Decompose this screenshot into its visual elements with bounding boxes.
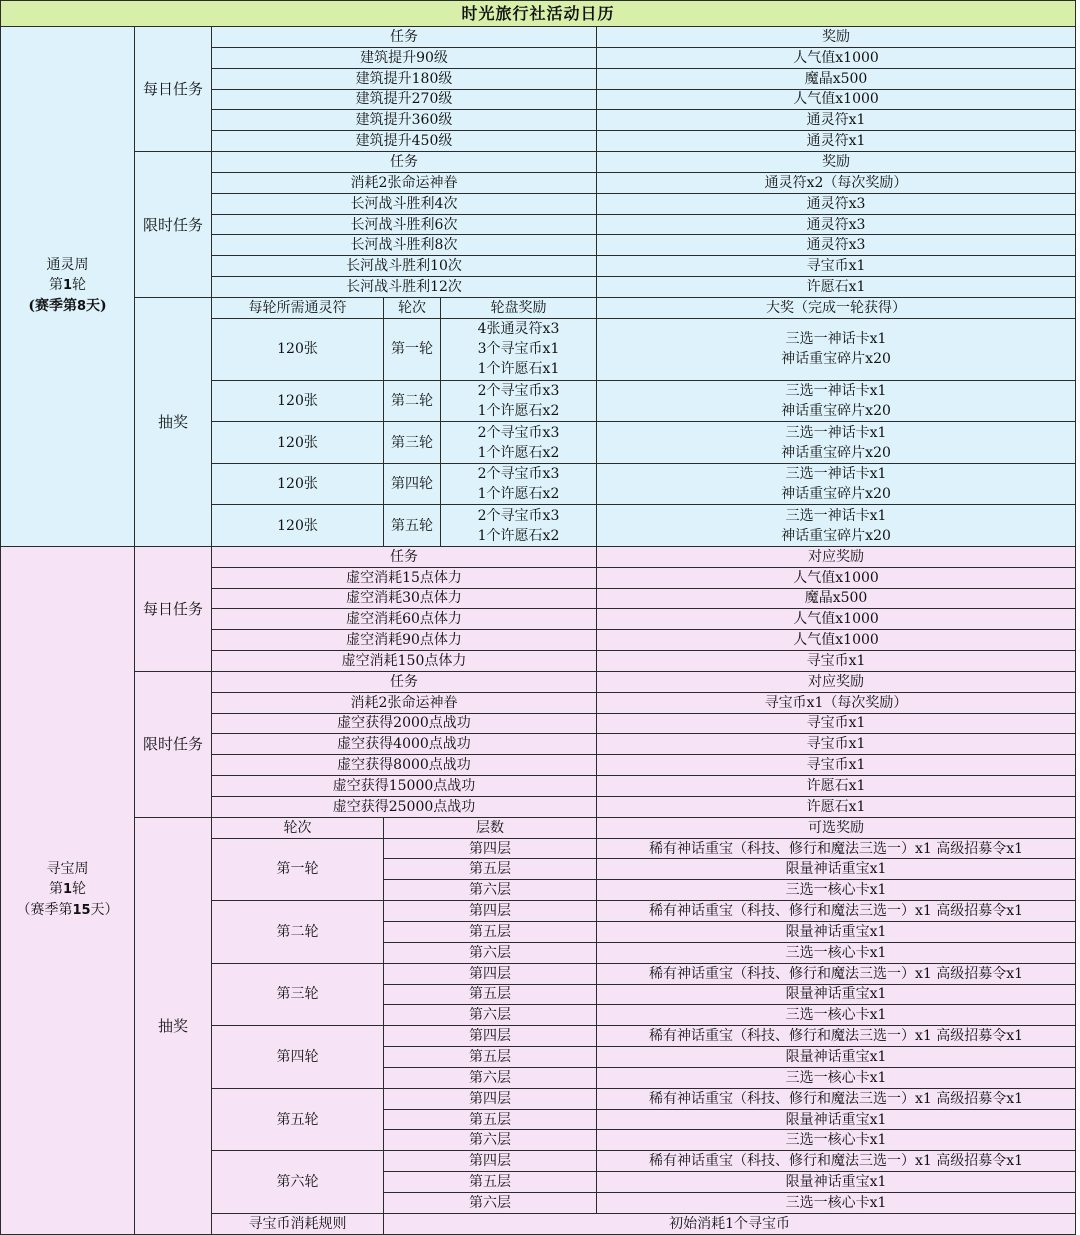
column-header: 对应奖励 [597,671,1076,692]
wheel-reward: 2个寻宝币x3 [477,507,560,524]
table-row [1,27,1076,48]
reward-cell: 魔晶x500 [597,68,1076,89]
grand-prize: 神话重宝碎片x20 [781,444,891,461]
round-cell: 第一轮 [212,838,384,901]
cost-cell: 120张 [212,318,384,380]
floor-cell: 第六层 [384,1130,597,1151]
floor-cell: 第六层 [384,942,597,963]
grand-prize-cell [597,422,1076,464]
wheel-reward: 4张通灵符x3 [477,321,560,338]
floor-cell: 第五层 [384,984,597,1005]
reward-cell: 寻宝币x1 [597,755,1076,776]
table-row [1,671,1076,692]
reward-cell: 通灵符x3 [597,235,1076,256]
grand-prize: 神话重宝碎片x20 [781,527,891,544]
prize-cell: 稀有神话重宝（科技、修行和魔法三选一）x1 高级招募令x1 [597,901,1076,922]
week-season-season-close: 天) [86,298,107,315]
section-label: 抽奖 [135,297,212,546]
cost-cell: 120张 [212,422,384,464]
grand-prize: 神话重宝碎片x20 [781,403,891,420]
cost-cell: 120张 [212,380,384,422]
task-cell: 长河战斗胜利8次 [212,235,597,256]
prize-cell: 三选一核心卡x1 [597,942,1076,963]
column-header: 任务 [212,671,597,692]
rule-label: 寻宝币消耗规则 [212,1213,384,1234]
task-cell: 虚空获得4000点战功 [212,734,597,755]
wheel-rewards-cell [441,422,597,464]
task-cell: 虚空获得15000点战功 [212,776,597,797]
grand-prize-cell [597,318,1076,380]
week-season-season-close: 天） [90,902,119,919]
prize-cell: 稀有神话重宝（科技、修行和魔法三选一）x1 高级招募令x1 [597,1026,1076,1047]
week-round-round-num: 1 [62,278,73,294]
grand-prize: 三选一神话卡x1 [785,331,887,348]
grand-prize: 三选一神话卡x1 [785,507,887,524]
table-row [1,546,1076,567]
reward-cell: 人气值x1000 [597,47,1076,68]
task-cell: 消耗2张命运神眷 [212,172,597,193]
task-cell: 消耗2张命运神眷 [212,692,597,713]
prize-cell: 三选一核心卡x1 [597,880,1076,901]
floor-cell: 第五层 [384,859,597,880]
task-cell: 虚空消耗60点体力 [212,609,597,630]
section-label: 抽奖 [135,817,212,1234]
floor-cell: 第四层 [384,1088,597,1109]
task-cell: 建筑提升180级 [212,68,597,89]
column-header: 奖励 [597,152,1076,173]
reward-cell: 寻宝币x1（每次奖励） [597,692,1076,713]
column-header: 大奖（完成一轮获得） [597,297,1076,318]
reward-cell: 通灵符x1 [597,131,1076,152]
column-header: 任务 [212,27,597,48]
prize-cell: 限量神话重宝x1 [597,1047,1076,1068]
task-cell: 长河战斗胜利12次 [212,277,597,298]
grand-prize: 三选一神话卡x1 [785,424,887,441]
task-cell: 长河战斗胜利10次 [212,256,597,277]
week-season-season-day: 15 [72,903,91,919]
week-name: 寻宝周 [46,861,89,878]
round-cell: 第六轮 [212,1151,384,1214]
reward-cell: 通灵符x2（每次奖励） [597,172,1076,193]
round-cell: 第五轮 [384,505,441,547]
reward-cell: 魔晶x500 [597,588,1076,609]
task-cell: 虚空获得2000点战功 [212,713,597,734]
week-round [1,275,134,296]
reward-cell: 寻宝币x1 [597,734,1076,755]
prize-cell: 稀有神话重宝（科技、修行和魔法三选一）x1 高级招募令x1 [597,838,1076,859]
round-cell: 第五轮 [212,1088,384,1151]
wheel-reward: 2个寻宝币x3 [477,424,560,441]
column-header: 层数 [384,817,597,838]
task-cell: 虚空消耗15点体力 [212,567,597,588]
week-round-round-num: 1 [62,882,73,898]
table-row [1,297,1076,318]
reward-cell: 人气值x1000 [597,609,1076,630]
round-cell: 第一轮 [384,318,441,380]
column-header: 奖励 [597,27,1076,48]
reward-cell: 通灵符x3 [597,193,1076,214]
week-season-season-open: (赛季第 [28,298,77,315]
grand-prize-cell [597,463,1076,505]
task-cell: 虚空消耗150点体力 [212,651,597,672]
floor-cell: 第五层 [384,1047,597,1068]
prize-cell: 三选一核心卡x1 [597,1192,1076,1213]
week-name: 通灵周 [46,257,89,274]
table-row [1,817,1076,838]
title-row [1,1,1076,27]
round-cell: 第二轮 [384,380,441,422]
wheel-reward: 2个寻宝币x3 [477,383,560,400]
cost-cell: 120张 [212,463,384,505]
reward-cell: 通灵符x1 [597,110,1076,131]
reward-cell: 人气值x1000 [597,630,1076,651]
task-cell: 建筑提升450级 [212,131,597,152]
column-header: 轮次 [212,817,384,838]
column-header: 轮次 [384,297,441,318]
round-cell: 第四轮 [384,463,441,505]
prize-cell: 限量神话重宝x1 [597,984,1076,1005]
cost-cell: 120张 [212,505,384,547]
wheel-reward: 1个许愿石x2 [477,444,560,461]
prize-cell: 三选一核心卡x1 [597,1005,1076,1026]
wheel-rewards-cell [441,505,597,547]
task-cell: 虚空消耗90点体力 [212,630,597,651]
section-label: 限时任务 [135,671,212,817]
grand-prize: 神话重宝碎片x20 [781,486,891,503]
prize-cell: 稀有神话重宝（科技、修行和魔法三选一）x1 高级招募令x1 [597,963,1076,984]
rule-text: 初始消耗1个寻宝币 [384,1213,1076,1234]
prize-cell: 限量神话重宝x1 [597,922,1076,943]
floor-cell: 第六层 [384,1005,597,1026]
wheel-reward: 2个寻宝币x3 [477,466,560,483]
prize-cell: 稀有神话重宝（科技、修行和魔法三选一）x1 高级招募令x1 [597,1088,1076,1109]
floor-cell: 第六层 [384,1067,597,1088]
round-cell: 第二轮 [212,901,384,964]
column-header: 可选奖励 [597,817,1076,838]
reward-cell: 许愿石x1 [597,776,1076,797]
floor-cell: 第五层 [384,1109,597,1130]
reward-cell: 寻宝币x1 [597,713,1076,734]
floor-cell: 第六层 [384,880,597,901]
floor-cell: 第四层 [384,1026,597,1047]
grand-prize: 三选一神话卡x1 [785,383,887,400]
column-header: 任务 [212,152,597,173]
prize-cell: 限量神话重宝x1 [597,1109,1076,1130]
wheel-reward: 1个许愿石x1 [477,361,560,378]
task-cell: 建筑提升360级 [212,110,597,131]
reward-cell: 寻宝币x1 [597,256,1076,277]
reward-cell: 寻宝币x1 [597,651,1076,672]
floor-cell: 第四层 [384,838,597,859]
wheel-rewards-cell [441,318,597,380]
week-round-round-suffix: 轮 [72,881,87,898]
page-title: 时光旅行社活动日历 [1,1,1076,27]
reward-cell: 许愿石x1 [597,796,1076,817]
wheel-rewards-cell [441,380,597,422]
prize-cell: 稀有神话重宝（科技、修行和魔法三选一）x1 高级招募令x1 [597,1151,1076,1172]
grand-prize: 神话重宝碎片x20 [781,351,891,368]
grand-prize-cell [597,505,1076,547]
round-cell: 第三轮 [212,963,384,1026]
task-cell: 虚空获得8000点战功 [212,755,597,776]
week-season [1,900,134,921]
prize-cell: 限量神话重宝x1 [597,1172,1076,1193]
week-round-round-suffix: 轮 [72,277,87,294]
task-cell: 虚空消耗30点体力 [212,588,597,609]
floor-cell: 第四层 [384,1151,597,1172]
wheel-reward: 3个寻宝币x1 [477,341,560,358]
table-row [1,152,1076,173]
column-header: 任务 [212,546,597,567]
floor-cell: 第五层 [384,922,597,943]
round-cell: 第三轮 [384,422,441,464]
floor-cell: 第六层 [384,1192,597,1213]
column-header: 轮盘奖励 [441,297,597,318]
week-season-season-open: （赛季第 [16,902,73,919]
grand-prize-cell [597,380,1076,422]
column-header: 每轮所需通灵符 [212,297,384,318]
round-cell: 第四轮 [212,1026,384,1089]
week-season [1,296,134,317]
task-cell: 长河战斗胜利6次 [212,214,597,235]
task-cell: 虚空获得25000点战功 [212,796,597,817]
section-label: 每日任务 [135,546,212,671]
wheel-rewards-cell [441,463,597,505]
week-round-round-prefix: 第 [48,277,63,294]
task-cell: 长河战斗胜利4次 [212,193,597,214]
floor-cell: 第四层 [384,963,597,984]
wheel-reward: 1个许愿石x2 [477,403,560,420]
task-cell: 建筑提升90级 [212,47,597,68]
week-season-season-day: 8 [76,299,87,315]
section-label: 限时任务 [135,152,212,298]
week1-week-label [1,27,135,547]
task-cell: 建筑提升270级 [212,89,597,110]
reward-cell: 许愿石x1 [597,277,1076,298]
floor-cell: 第五层 [384,1172,597,1193]
wheel-reward: 1个许愿石x2 [477,527,560,544]
prize-cell: 三选一核心卡x1 [597,1130,1076,1151]
reward-cell: 人气值x1000 [597,567,1076,588]
floor-cell: 第四层 [384,901,597,922]
reward-cell: 人气值x1000 [597,89,1076,110]
column-header: 对应奖励 [597,546,1076,567]
prize-cell: 限量神话重宝x1 [597,859,1076,880]
wheel-reward: 1个许愿石x2 [477,486,560,503]
section-label: 每日任务 [135,27,212,152]
reward-cell: 通灵符x3 [597,214,1076,235]
prize-cell: 三选一核心卡x1 [597,1067,1076,1088]
week-round [1,879,134,900]
week-round-round-prefix: 第 [48,881,63,898]
week2-week-label [1,546,135,1234]
grand-prize: 三选一神话卡x1 [785,466,887,483]
